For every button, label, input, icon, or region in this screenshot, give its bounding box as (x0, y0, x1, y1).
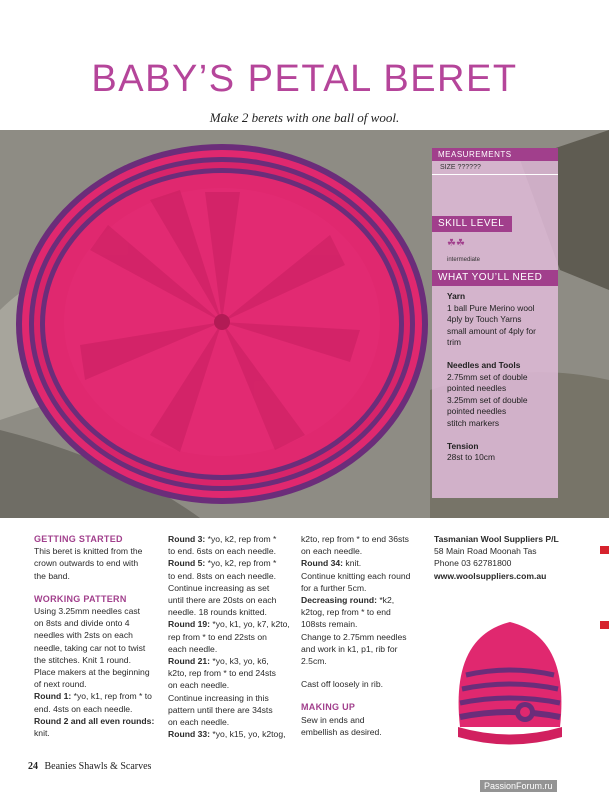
text-line: for a further 5cm. (301, 582, 367, 593)
text-line: 2.5cm. (301, 656, 327, 667)
yarn-line: 1 ball Pure Merino wool (447, 302, 535, 313)
making-up-heading: MAKING UP (301, 702, 356, 713)
text-line: end. 4sts on each needle. (34, 703, 133, 714)
text-line: pattern until there are 34sts (168, 704, 273, 715)
text-line: and work in k1, p1, rib for (301, 643, 398, 654)
text-line: needles with 2sts on each (34, 630, 133, 641)
text-line: k2to, rep from * to end 36sts (301, 534, 409, 544)
text-line: This beret is knitted from the (34, 546, 143, 557)
text-line: Sew in ends and (301, 714, 365, 725)
supplier-phone: Phone 03 62781800 (434, 558, 512, 569)
tools-heading: Needles and Tools (447, 359, 521, 370)
skill-level-label: intermediate (447, 257, 481, 263)
text-line: Continue increasing as set (168, 582, 270, 593)
text-line: Round 5: *yo, k2, rep from * (168, 558, 277, 569)
page-footer (28, 761, 151, 772)
column-2 (168, 533, 298, 740)
page-title: BABY’S PETAL BERET (91, 58, 518, 100)
skill-level-icon: ☘☘ (447, 238, 465, 249)
page-number: 24 (28, 761, 38, 772)
text-line: the band. (34, 570, 70, 581)
text-line: Cast off loosely in rib. (301, 679, 383, 690)
what-you-need-heading: WHAT YOU’LL NEED (432, 270, 558, 286)
getting-started-heading: GETTING STARTED (34, 534, 123, 544)
text-line: Round 21: *yo, k3, yo, k6, (168, 656, 269, 667)
column-3 (301, 533, 431, 738)
yarn-line: 4ply by Touch Yarns (447, 314, 522, 325)
text-line: k2to, rep from * to end 24sts (168, 668, 276, 679)
working-pattern-heading: WORKING PATTERN (34, 593, 127, 604)
hat-photo (420, 597, 600, 757)
what-you-need-body (447, 291, 555, 464)
page-subtitle: Make 2 berets with one ball of wool. (209, 110, 400, 125)
column-1 (34, 533, 160, 739)
tools-line: 2.75mm set of double (447, 371, 528, 382)
text-line: to end. 6sts on each needle. (168, 546, 276, 557)
text-line: on each needle. (168, 717, 230, 728)
text-line: embellish as desired. (301, 726, 382, 737)
text-line: on 8sts and divide onto 4 (34, 618, 130, 629)
text-line: Continue increasing in this (168, 692, 269, 703)
text-line: Change to 2.75mm needles (301, 631, 407, 642)
tools-line: stitch markers (447, 417, 500, 428)
text-line: of next round. (34, 679, 87, 690)
supplier-address: 58 Main Road Moonah Tas (434, 546, 537, 557)
text-line: crown outwards to end with (34, 558, 139, 569)
text-line: knit. (34, 728, 50, 739)
text-line: Continue knitting each round (301, 570, 411, 581)
text-line: 108sts remain. (301, 619, 358, 630)
text-line: Round 1: *yo, k1, rep from * to (34, 691, 152, 702)
tools-line: pointed needles (447, 383, 507, 394)
page-edge-tab (600, 621, 609, 629)
tension-value: 28st to 10cm (447, 452, 495, 463)
text-line: to end. 8sts on each needle. (168, 570, 276, 581)
yarn-line: trim (447, 337, 461, 348)
tension-heading: Tension (447, 440, 479, 451)
tools-line: pointed needles (447, 406, 507, 417)
text-line: on each needle. (301, 546, 363, 557)
text-line: rep from * to end 22sts on (168, 631, 267, 642)
text-line: Round 3: *yo, k2, rep from * (168, 534, 277, 544)
size-value: SIZE ?????? (432, 161, 558, 175)
publication-name: Beanies Shawls & Scarves (44, 761, 152, 772)
text-line: the stitches. Knit 1 round. (34, 654, 131, 665)
tools-line: 3.25mm set of double (447, 394, 528, 405)
text-line: needle, taking car not to twist (34, 642, 146, 653)
text-line: needle. 18 rounds knitted. (168, 607, 267, 618)
supplier-website[interactable]: www.woolsuppliers.com.au (434, 570, 547, 581)
text-line: Round 33: *yo, k15, yo, k2tog, (168, 729, 286, 740)
text-line: Decreasing round: *k2, (301, 595, 395, 606)
text-line: Using 3.25mm needles cast (34, 606, 141, 617)
text-line: Round 34: knit. (301, 558, 362, 569)
yarn-line: small amount of 4ply for (447, 325, 536, 336)
text-line: Place makers at the beginning (34, 667, 150, 678)
text-line: until there are 20sts on each (168, 595, 277, 606)
skill-level-heading: SKILL LEVEL (432, 216, 512, 232)
measurements-heading: MEASUREMENTS (432, 148, 558, 161)
text-line: on each needle. (168, 680, 230, 691)
text-line: k2tog, rep from * to end (301, 607, 391, 618)
page-edge-tab (600, 546, 609, 554)
text-line: Round 19: *yo, k1, yo, k7, k2to, (168, 619, 290, 630)
text-line: each needle. (168, 643, 218, 654)
yarn-heading: Yarn (447, 291, 466, 301)
watermark: PassionForum.ru (480, 780, 557, 792)
supplier-info (434, 533, 559, 582)
text-line: Round 2 and all even rounds: (34, 715, 155, 726)
supplier-name: Tasmanian Wool Suppliers P/L (434, 534, 559, 544)
